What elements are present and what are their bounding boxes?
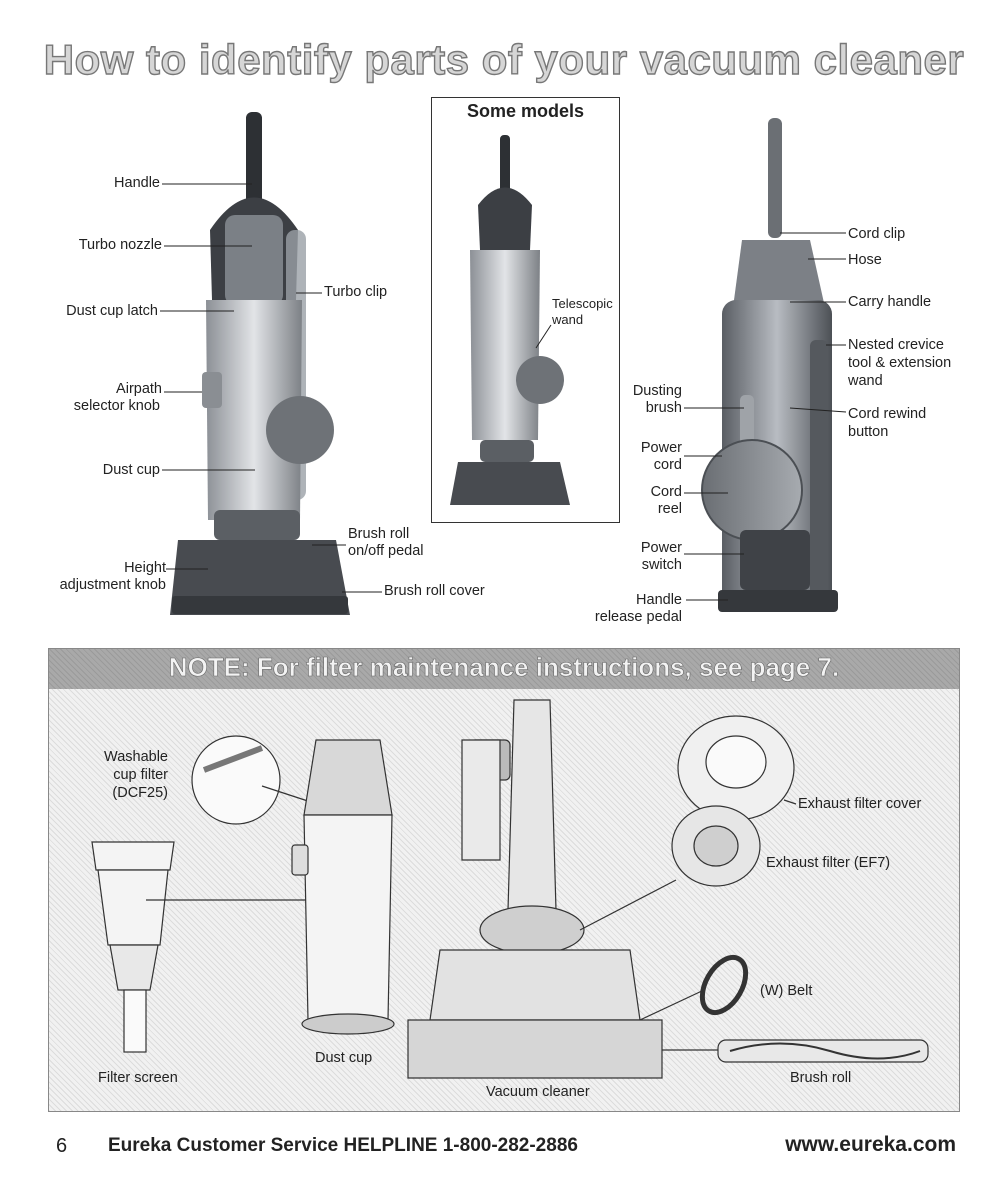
label-dust-cup-latch: Dust cup latch [66, 303, 158, 319]
label-brush-roll: Brush roll [790, 1070, 852, 1086]
label-vacuum-cleaner: Vacuum cleaner [486, 1084, 590, 1100]
label-nested-3: wand [848, 373, 883, 389]
website-link[interactable]: www.eureka.com [785, 1133, 956, 1156]
label-airpath-1: Airpath [116, 381, 162, 397]
label-brush-roll-pedal-2: on/off pedal [348, 543, 424, 559]
label-handle: Handle [114, 175, 160, 191]
label-carry-handle: Carry handle [848, 294, 932, 310]
page-number: 6 [56, 1135, 68, 1157]
label-exhaust-filter-cover: Exhaust filter cover [798, 796, 922, 812]
label-height-2: adjustment knob [59, 577, 166, 593]
helpline-text: Eureka Customer Service HELPLINE 1-800-282-2886 [108, 1135, 578, 1156]
label-washable-1: Washable [104, 749, 168, 765]
label-handle-release-1: Handle [636, 592, 682, 608]
label-dusting-1: Dusting [632, 383, 682, 399]
label-cord-reel-2: reel [657, 501, 682, 517]
label-airpath-2: selector knob [73, 398, 160, 414]
label-nested-1: Nested crevice [848, 337, 944, 353]
label-brush-roll-pedal-1: Brush roll [348, 526, 410, 542]
label-power-switch-2: switch [641, 557, 682, 573]
label-washable-3: (DCF25) [112, 785, 168, 801]
label-dust-cup-2: Dust cup [315, 1050, 373, 1066]
label-nested-2: tool & extension [848, 355, 952, 371]
label-power-switch-1: Power [640, 540, 682, 556]
label-hose: Hose [848, 252, 882, 268]
label-height-1: Height [124, 560, 166, 576]
label-dusting-2: brush [645, 400, 682, 416]
label-turbo-clip: Turbo clip [324, 284, 388, 300]
label-washable-2: cup filter [113, 767, 168, 783]
label-cord-reel-1: Cord [650, 484, 682, 500]
label-turbo-nozzle: Turbo nozzle [78, 237, 162, 253]
label-telescopic-2: wand [552, 312, 584, 327]
page-title: How to identify parts of your vacuum cleaner [43, 36, 965, 83]
label-telescopic-1: Telescopic [552, 296, 613, 311]
label-power-cord-1: Power [640, 440, 682, 456]
label-handle-release-2: release pedal [594, 609, 682, 625]
label-belt: (W) Belt [760, 983, 813, 999]
label-cord-rewind-1: Cord rewind [848, 406, 927, 422]
label-exhaust-filter: Exhaust filter (EF7) [766, 855, 891, 871]
label-dust-cup: Dust cup [102, 462, 160, 478]
some-models-heading: Some models [466, 101, 585, 121]
note-text: NOTE: For filter maintenance instructions, see page 7. [168, 652, 840, 682]
label-cord-rewind-2: button [848, 424, 889, 440]
label-cord-clip: Cord clip [848, 226, 906, 242]
label-filter-screen: Filter screen [98, 1070, 178, 1086]
label-brush-roll-cover: Brush roll cover [384, 583, 485, 599]
label-power-cord-2: cord [653, 457, 682, 473]
